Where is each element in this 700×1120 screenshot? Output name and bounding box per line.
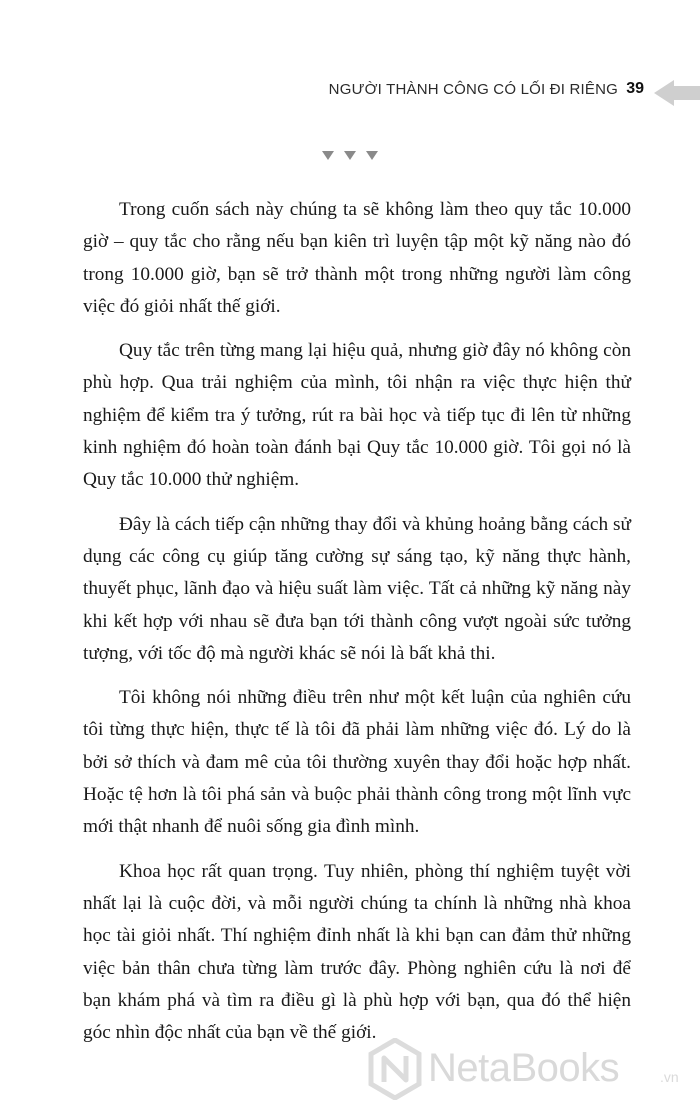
page-number: 39: [626, 80, 644, 97]
paragraph-4: Tôi không nói những điều trên như một kết luận của nghiên cứu tôi từng thực hiện, thực tế là tôi đã phải làm những việc đó. Lý do là bởi sở thích và đam mê của tôi thường xuyên thay đổi hoặc hợp nhất. Hoặc tệ hơn là tôi phá sản và buộc phải thành công trong một lĩnh vực mới thật nhanh để nuôi sống gia đình mình.: [83, 687, 631, 838]
paragraph-3: Đây là cách tiếp cận những thay đổi và khủng hoảng bằng cách sử dụng các công cụ giúp tăng cường sự sáng tạo, kỹ năng thực hành, thuyết phục, lãnh đạo và hiệu suất làm việc. Tất cả những kỹ năng này khi kết hợp với nhau sẽ đưa bạn tới thành công vượt ngoài sức tưởng tượng, với tốc độ mà người khác sẽ nói là bất khả thi.: [83, 513, 631, 664]
netabooks-logo-icon: [368, 1038, 422, 1100]
paragraph-1: Trong cuốn sách này chúng ta sẽ không làm theo quy tắc 10.000 giờ – quy tắc cho rằng nếu bạn kiên trì luyện tập một kỹ năng nào đó trong 10.000 giờ, bạn sẽ trở thành một trong những người làm công việc đó giỏi nhất thế giới.: [83, 199, 631, 317]
running-header: [0, 78, 700, 108]
watermark-text: NetaBooks: [428, 1046, 620, 1090]
paragraph-2: Quy tắc trên từng mang lại hiệu quả, nhưng giờ đây nó không còn phù hợp. Qua trải nghiệm của mình, tôi nhận ra việc thực hiện thử nghiệm để kiểm tra ý tưởng, rút ra bài học và tiếp tục đi lên từ những kinh nghiệm đó hoàn toàn đánh bại Quy tắc 10.000 giờ. Tôi gọi nó là Quy tắc 10.000 thử nghiệm.: [83, 340, 631, 491]
left-arrow-icon: [654, 80, 700, 106]
chapter-title: NGƯỜI THÀNH CÔNG CÓ LỐI ĐI RIÊNG: [328, 81, 618, 98]
paragraph-5: Khoa học rất quan trọng. Tuy nhiên, phòng thí nghiệm tuyệt vời nhất lại là cuộc đời, và mỗi người chúng ta chính là những nhà khoa học tài giỏi nhất. Thí nghiệm đỉnh nhất là khi bạn can đảm thử những việc bản thân chưa từng làm trước đây. Phòng nghiên cứu là nơi để bạn khám phá và tìm ra điều gì là phù hợp với bạn, qua đó thể hiện góc nhìn độc nhất của bạn về thế giới.: [83, 860, 631, 1044]
watermark: [368, 1036, 698, 1106]
body-text: [83, 194, 631, 1061]
triple-down-arrow-icon: [320, 148, 380, 162]
watermark-suffix: .vn: [660, 1069, 679, 1085]
